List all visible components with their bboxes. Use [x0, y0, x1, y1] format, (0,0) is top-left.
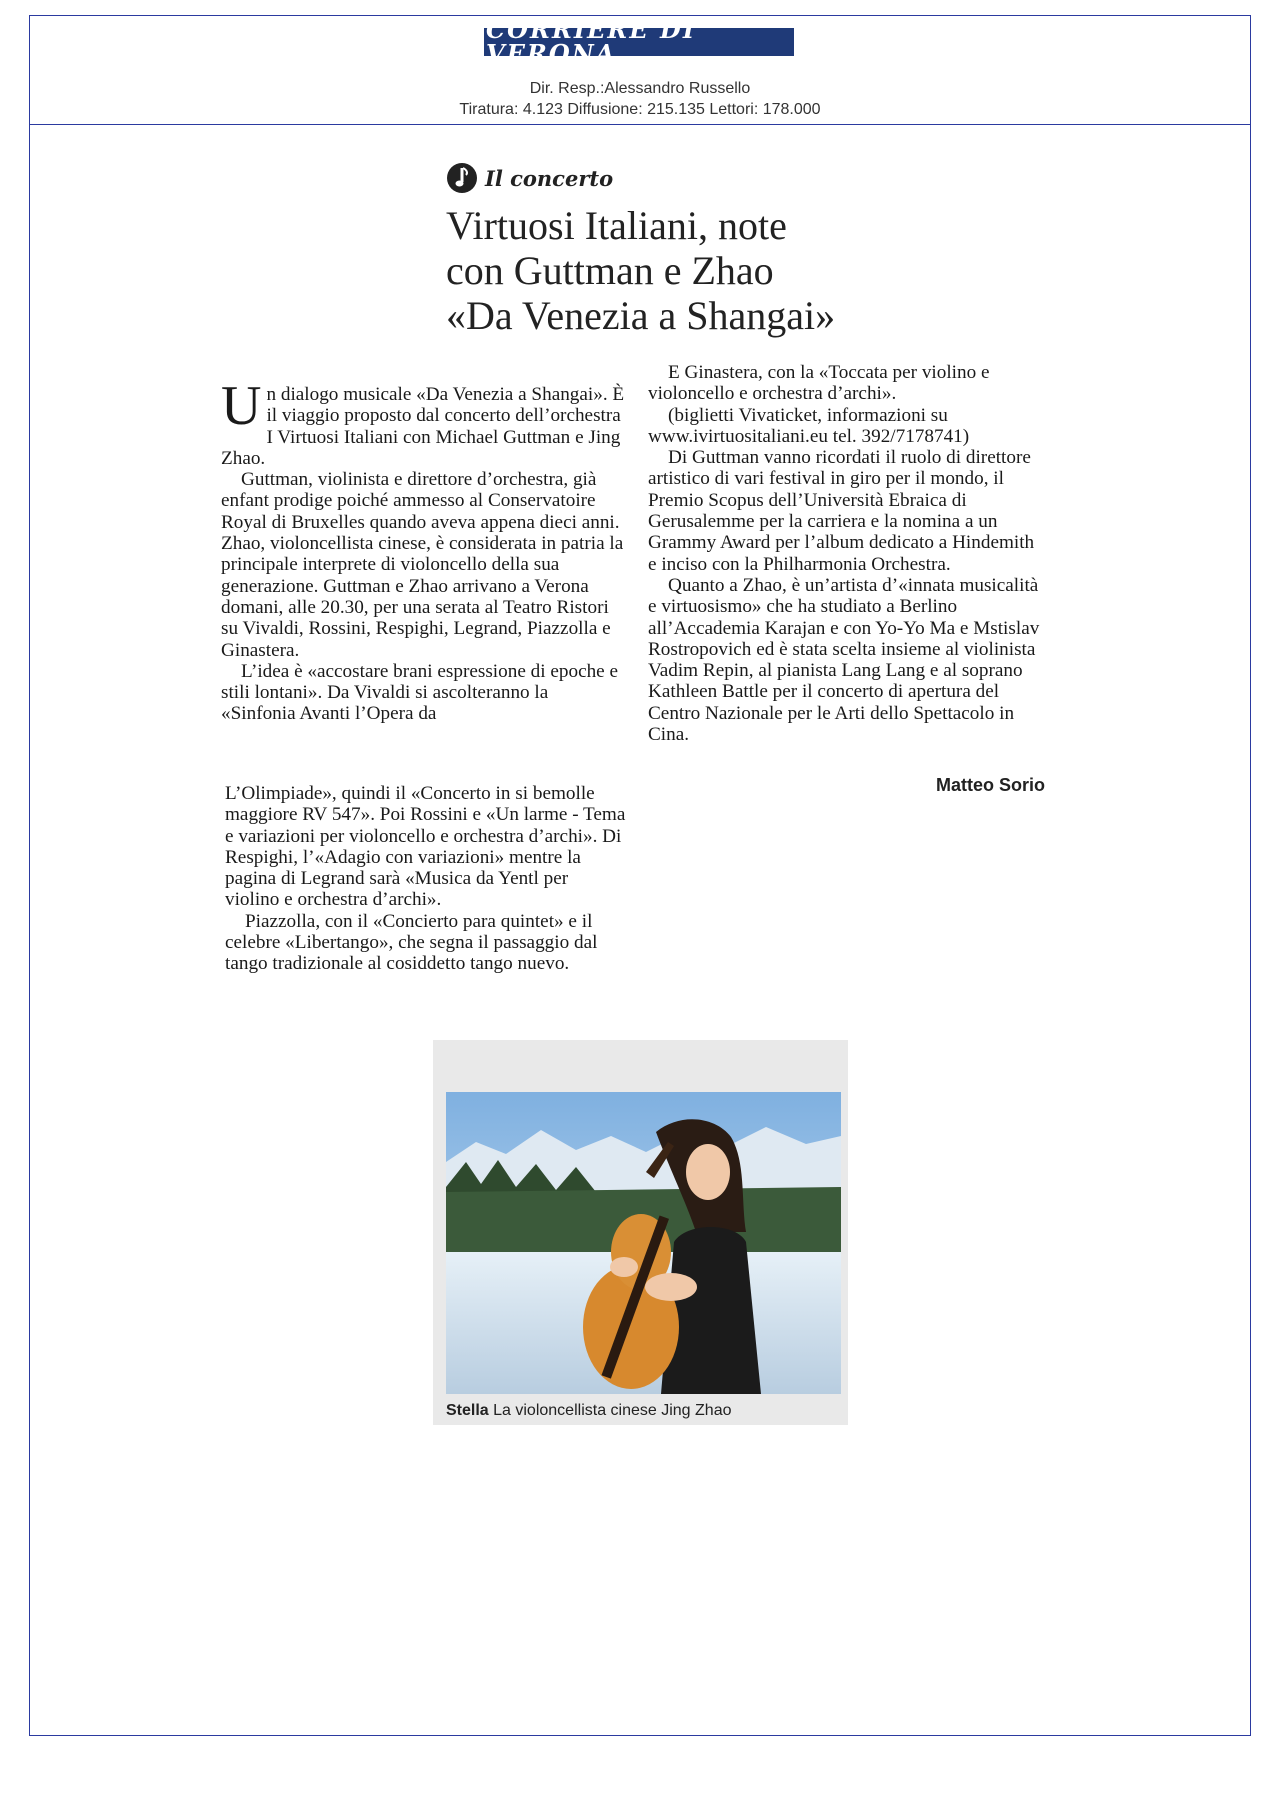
- paragraph-text: n dialogo musicale «Da Venezia a Shangai». È il viaggio proposto dal concerto dell’orchestra I Virtuosi Italiani con Michael Guttman e Jing Zhao.: [221, 384, 625, 469]
- cellist-photo: [446, 1092, 841, 1394]
- paragraph: Guttman, violinista e direttore d’orchestra, già enfant prodige poiché ammesso al Conservatoire Royal di Bruxelles quando aveva appena dieci anni. Zhao, violoncellista cinese, è considerata in patria la principale interprete di violoncello della sua generazione. Guttman e Zhao arrivano a Verona domani, alle 20.30, per una serata al Teatro Ristori su Vivaldi, Rossini, Respighi, Legrand, Piazzolla e Ginastera.: [221, 469, 624, 661]
- kicker-label: Il concerto: [485, 165, 614, 191]
- headline-line: Virtuosi Italiani, note: [446, 203, 787, 248]
- drop-cap: U: [221, 375, 262, 437]
- music-note-icon: [446, 162, 478, 194]
- paragraph: E Ginastera, con la «Toccata per violino e violoncello e orchestra d’archi».: [648, 362, 990, 405]
- masthead-title: CORRIERE DI VERONA: [486, 15, 697, 68]
- director-line: Dir. Resp.:Alessandro Russello: [529, 80, 751, 97]
- author-byline: Matteo Sorio: [935, 775, 1045, 795]
- paragraph: L’idea è «accostare brani espressione di epoche e stili lontani». Da Vivaldi si ascolteranno la «Sinfonia Avanti l’Opera da: [221, 660, 619, 725]
- paragraph: Quanto a Zhao, è un’artista d’«innata musicalità e virtuosismo» che ha studiato a Berlino all’Accademia Karajan e con Yo-Yo Ma e Mstislav Rostropovich ed è stata scelta insieme al violinista Vadim Repin, al pianista Lang Lang e al soprano Kathleen Battle per il concerto di apertura del Centro Nazionale per le Arti dello Spettacolo in Cina.: [648, 574, 1040, 746]
- paragraph: Di Guttman vanno ricordati il ruolo di direttore artistico di vari festival in giro per il mondo, il Premio Scopus dell’Università Ebraica di Gerusalemme per la carriera e la nomina a un Grammy Award per l’album dedicato a Hindemith e inciso con la Philharmonia Orchestra.: [648, 447, 1035, 575]
- paragraph: Piazzolla, con il «Concierto para quintet» e il celebre «Libertango», che segna il passaggio dal tango tradizionale al cosiddetto tango nuevo.: [225, 910, 598, 975]
- photo-caption: [446, 1402, 841, 1420]
- header-divider: [29, 124, 1251, 125]
- paragraph: L’Olimpiade», quindi il «Concerto in si bemolle maggiore RV 547». Poi Rossini e «Un larme - Tema e variazioni per violoncello e orchestra d’archi». Di Respighi, l’«Adagio con variazioni» mentre la pagina di Legrand sarà «Musica da Yentl per violino e orchestra d’archi».: [225, 783, 626, 911]
- paragraph: [221, 375, 626, 469]
- article-column-2: [225, 783, 626, 975]
- masthead-logo: [484, 15, 794, 68]
- paragraph: (biglietti Vivaticket, informazioni su www.ivirtuositaliani.eu tel. 392/7178741): [648, 404, 970, 447]
- article-headline: [446, 203, 1006, 338]
- caption-text: La violoncellista cinese Jing Zhao: [488, 1402, 732, 1419]
- circulation-line: Tiratura: 4.123 Diffusione: 215.135 Lettori: 178.000: [459, 101, 821, 118]
- caption-label: Stella: [446, 1402, 489, 1419]
- article-column-1: [221, 375, 626, 725]
- headline-line: «Da Venezia a Shangai»: [446, 293, 836, 338]
- section-kicker: [446, 162, 613, 194]
- article-column-3: [648, 362, 1045, 745]
- headline-line: con Guttman e Zhao: [446, 248, 774, 293]
